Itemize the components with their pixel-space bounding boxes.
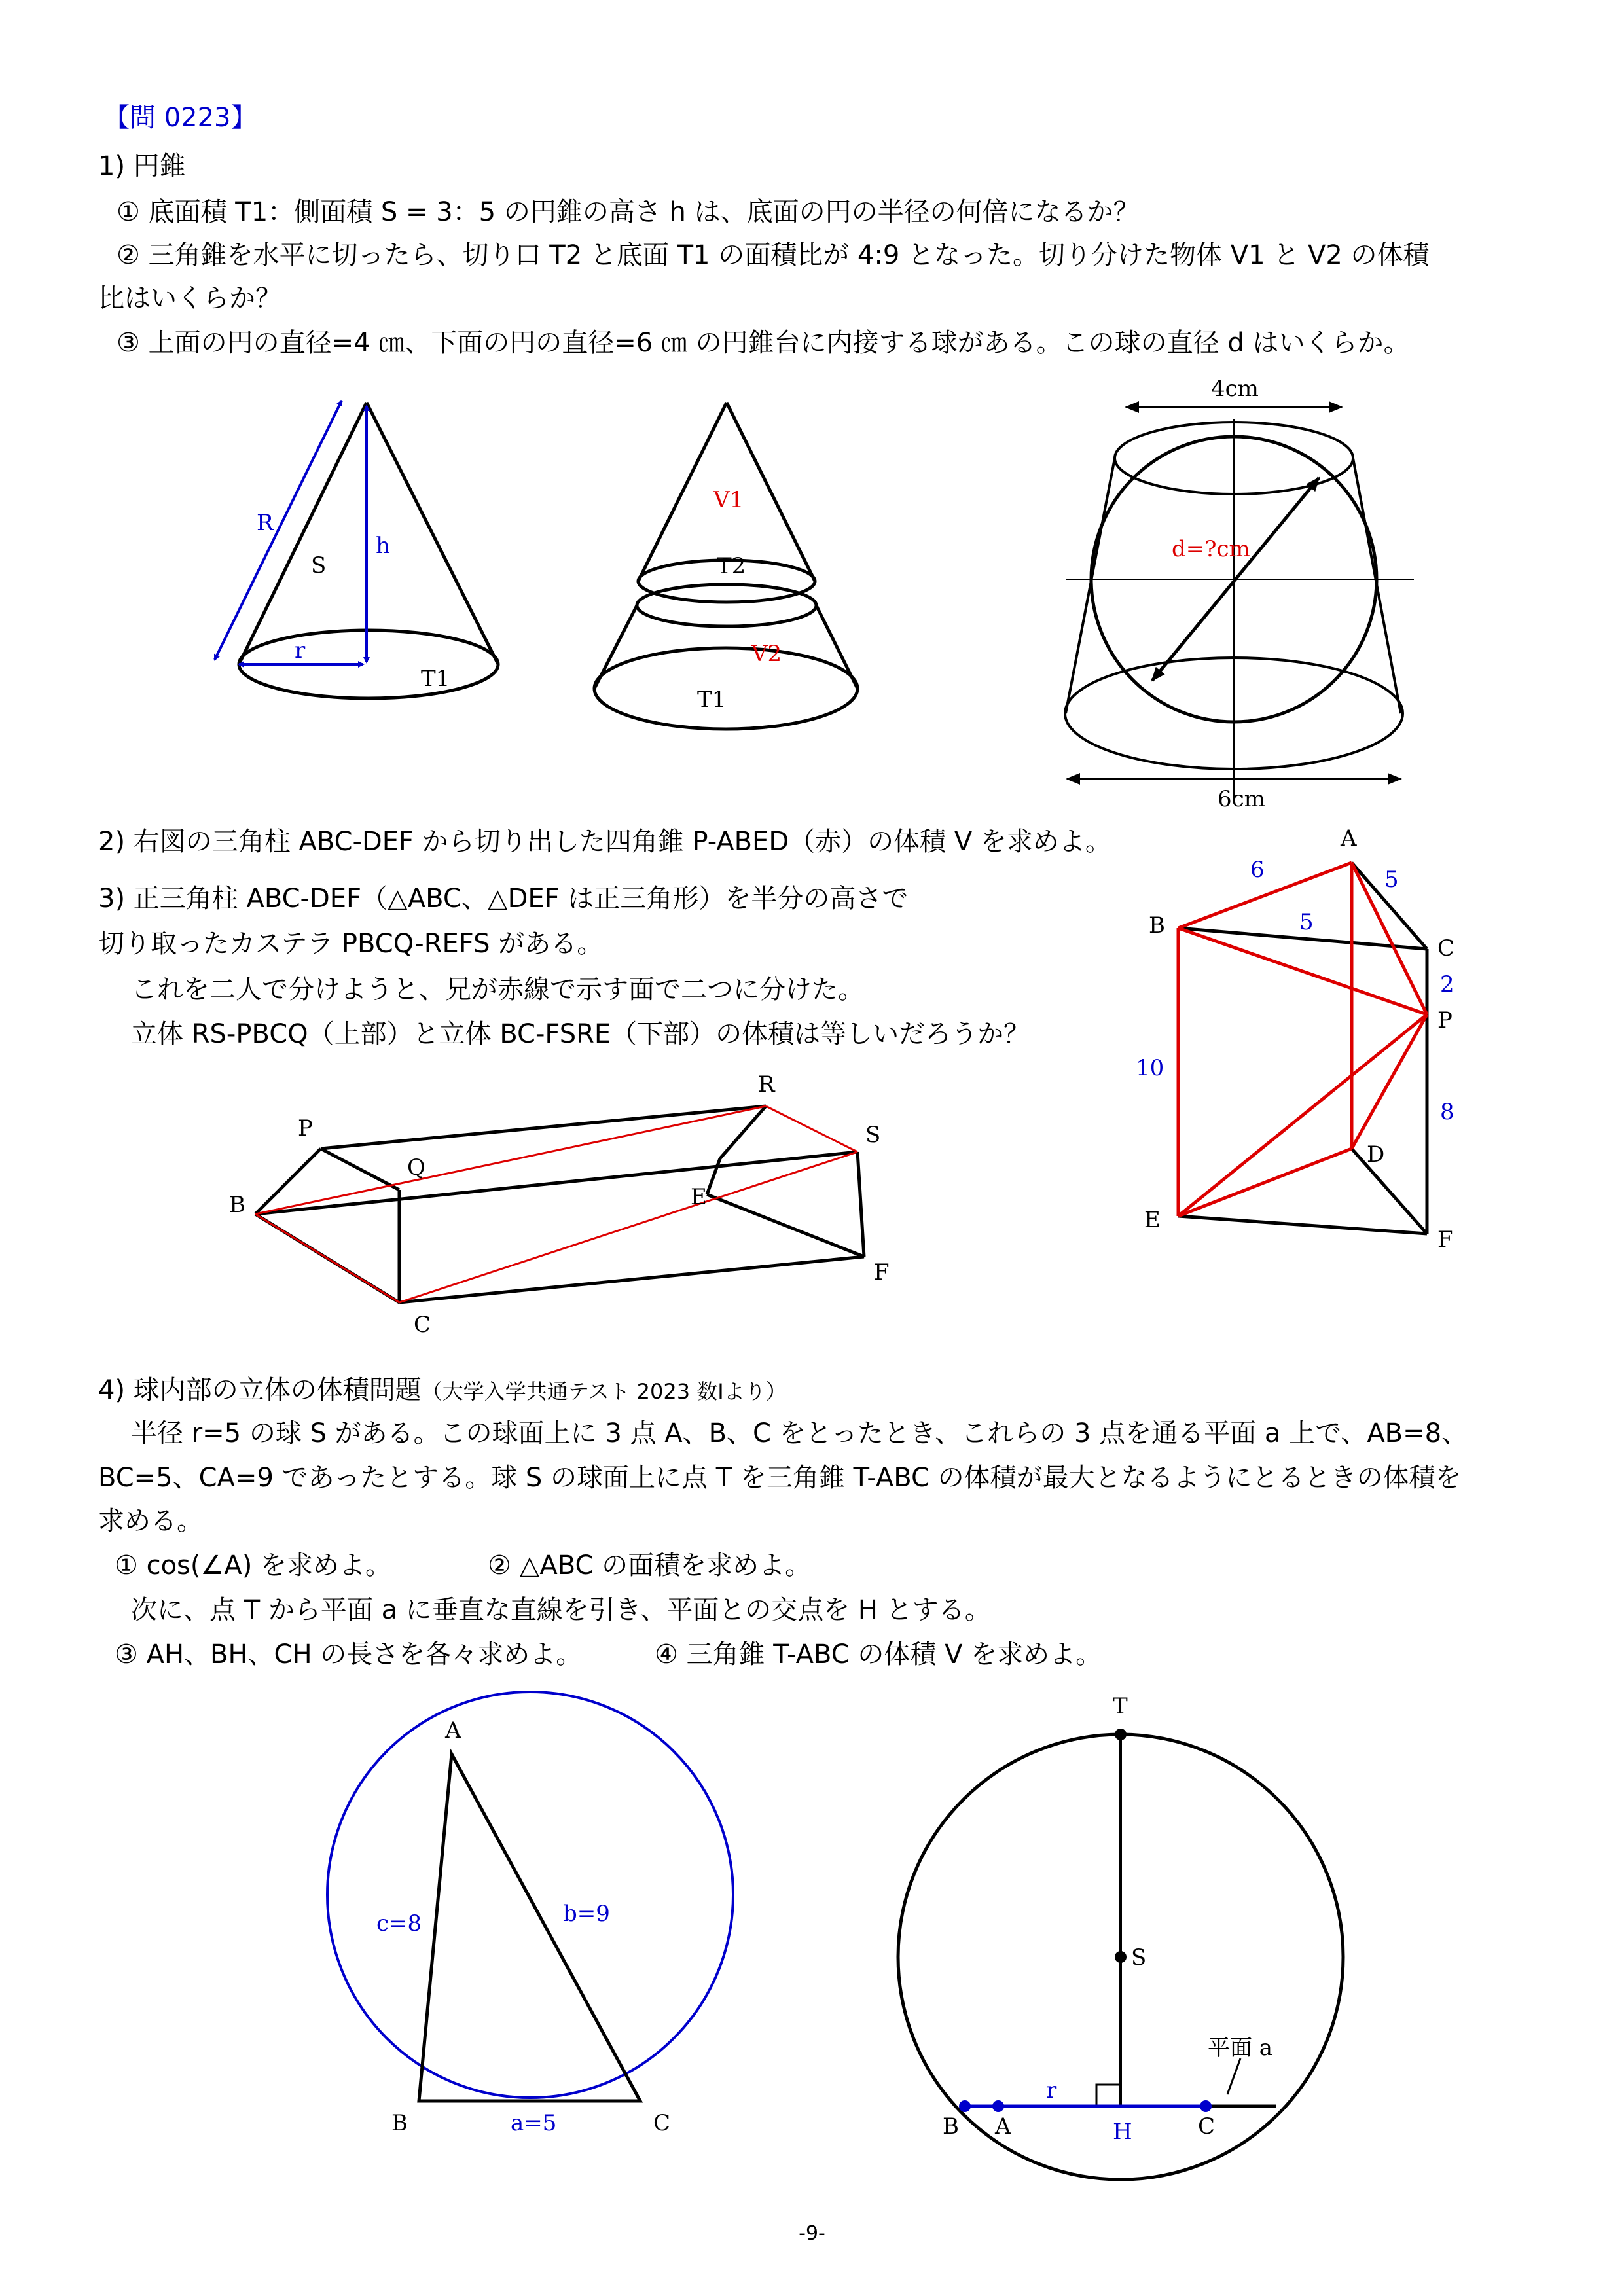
tri-A: A [445, 1717, 461, 1744]
fig2-T1: T1 [697, 687, 727, 713]
s3-line3: これを二人で分けようと、兄が赤線で示す面で二つに分けた。 [131, 975, 864, 1005]
prism-C: C [1437, 935, 1455, 961]
s3-line1: 3) 正三角柱 ABC-DEF（△ABC、△DEF は正三角形）を半分の高さで [98, 884, 909, 914]
s3-line2: 切り取ったカステラ PBCQ-REFS がある。 [98, 929, 604, 959]
prism-P: P [1437, 1007, 1453, 1033]
s1-q3: ③ 上面の円の直径=4 ㎝、下面の円の直径=6 ㎝ の円錐台に内接する球がある。この球の直径 d はいくらか。 [117, 328, 1410, 358]
castella-E: E [691, 1184, 707, 1210]
castella-S: S [865, 1122, 881, 1148]
s2-text: 2) 右図の三角柱 ABC-DEF から切り出した四角錐 P-ABED（赤）の体積 V を求めよ。 [98, 827, 1111, 857]
fig1-R: R [257, 510, 274, 536]
s4-source: （大学入学共通テスト 2023 数Ⅰより） [421, 1379, 787, 1404]
problem-label: 【問 0223】 [103, 103, 257, 133]
sph-S: S [1131, 1945, 1147, 1971]
tri-B: B [391, 2110, 408, 2136]
sph-r: r [1046, 2077, 1057, 2104]
castella-B: B [229, 1192, 245, 1218]
castella-P: P [298, 1115, 313, 1141]
s4-title-text: 4) 球内部の立体の体積問題 [98, 1375, 422, 1405]
tri-b: b=9 [563, 1901, 610, 1927]
sph-B: B [943, 2113, 959, 2140]
slant-arrow [215, 401, 342, 660]
sph-H: H [1113, 2119, 1132, 2145]
sph-T: T [1113, 1693, 1128, 1719]
fig2-V1: V1 [713, 487, 744, 513]
s1-q2: ② 三角錐を水平に切ったら、切り口 T2 と底面 T1 の面積比が 4:9 となった。切り分けた物体 V1 と V2 の体積 [117, 240, 1430, 270]
s3-line4: 立体 RS-PBCQ（上部）と立体 BC-FSRE（下部）の体積は等しいだろうか？ [131, 1019, 1030, 1049]
prism-len-5a: 5 [1384, 867, 1399, 893]
castella-F: F [874, 1259, 890, 1285]
castella-C: C [414, 1312, 431, 1338]
s4-line4: 次に、点 T から平面 a に垂直な直線を引き、平面との交点を H とする。 [131, 1595, 991, 1625]
tri-C: C [653, 2110, 671, 2136]
s4-line2: BC=5、CA=9 であったとする。球 S の球面上に点 T を三角錐 T-ABC の体積が最大となるようにとるときの体積を [98, 1463, 1462, 1493]
fig1-S: S [311, 552, 327, 579]
prism-len-5b: 5 [1299, 909, 1314, 935]
fig2-T2: T2 [717, 553, 746, 579]
fig2-V2: V2 [751, 641, 782, 667]
prism-len-8: 8 [1440, 1099, 1454, 1125]
tri-a: a=5 [511, 2110, 557, 2136]
prism-D: D [1367, 1141, 1385, 1168]
fig1-T1: T1 [421, 666, 450, 692]
prism-A: A [1341, 825, 1357, 852]
castella-R: R [758, 1071, 775, 1098]
prism-E: E [1144, 1207, 1161, 1233]
fig1-r: r [295, 637, 306, 664]
frustum-figure [1065, 407, 1414, 798]
prism-len-6: 6 [1250, 857, 1265, 883]
castella-Q: Q [407, 1155, 425, 1181]
s4-q2: ② △ABC の面積を求めよ。 [488, 1551, 812, 1581]
s4-line3: 求める。 [98, 1506, 203, 1536]
fig3-top-diameter: 4cm [1211, 376, 1259, 402]
sph-C: C [1198, 2113, 1216, 2140]
prism-len-2: 2 [1440, 971, 1454, 997]
sphere-points [959, 1729, 1212, 2112]
section1-title: 1) 円錐 [98, 151, 186, 181]
fig3-d: d=?cm [1172, 536, 1250, 562]
prism-F: F [1437, 1227, 1453, 1253]
triangle-circle-figure [327, 1692, 733, 2101]
s4-q1: ① cos(∠A) を求めよ。 [115, 1551, 392, 1581]
tri-c: c=8 [376, 1910, 422, 1937]
sph-plane-a: 平面 a [1208, 2035, 1273, 2061]
s4-q3: ③ AH、BH、CH の長さを各々求めよ。 [115, 1640, 583, 1670]
s1-q1: ① 底面積 T1：側面積 S = 3：5 の円錐の高さ h は、底面の円の半径の何倍になるか？ [117, 197, 1140, 227]
prism-B: B [1149, 912, 1165, 939]
sph-A: A [995, 2113, 1011, 2140]
s1-q2-cont: 比はいくらか？ [98, 283, 281, 314]
s4-line1: 半径 r=5 の球 S がある。この球面上に 3 点 A、B、C をとったとき、これらの 3 点を通る平面 a 上で、AB=8、 [131, 1418, 1468, 1448]
fig1-h: h [376, 533, 390, 559]
prism-len-10: 10 [1136, 1055, 1164, 1081]
s4-q4: ④ 三角錐 T-ABC の体積 V を求めよ。 [655, 1640, 1102, 1670]
cone-figure [215, 401, 498, 698]
castella-figure [255, 1106, 864, 1302]
page-number: -9- [799, 2222, 825, 2245]
fig3-bottom-diameter: 6cm [1218, 786, 1265, 812]
